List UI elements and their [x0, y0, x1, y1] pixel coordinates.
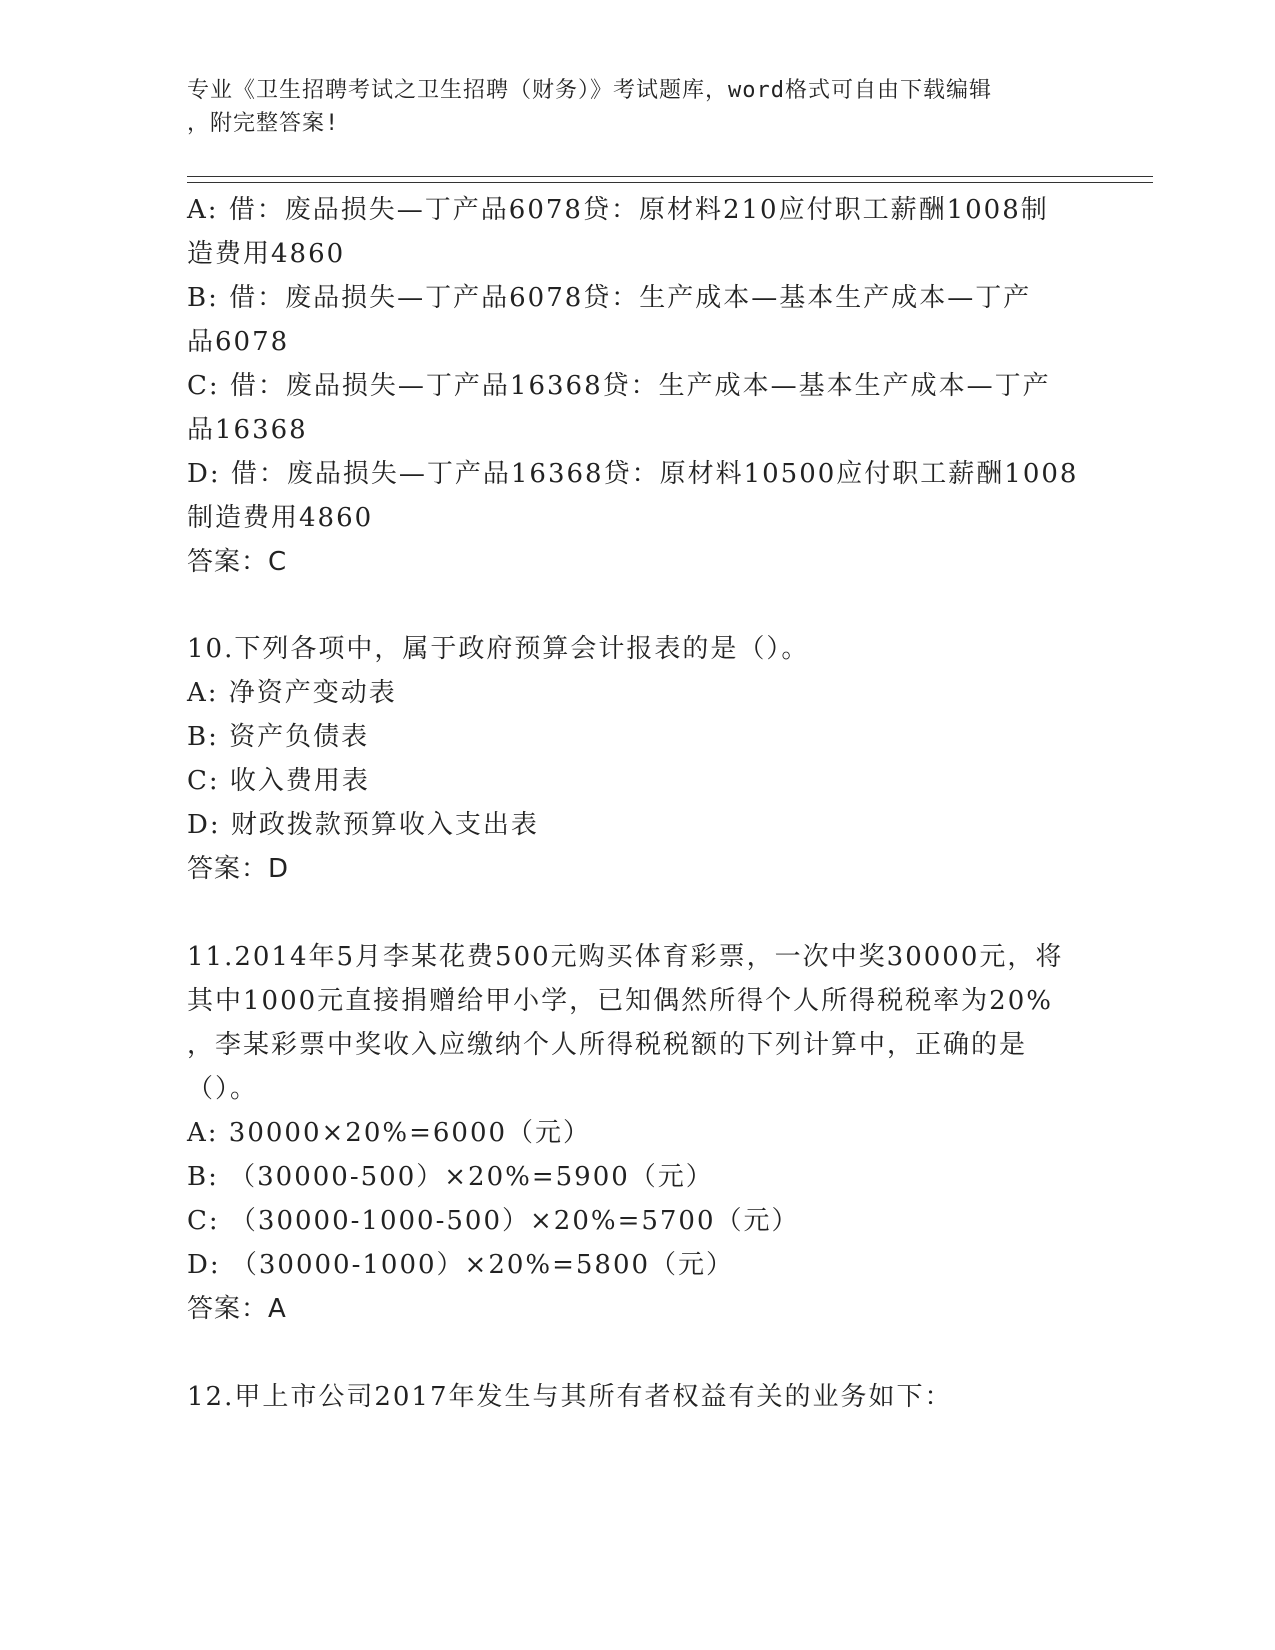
q9-option-b-line-2: 品6078 [187, 327, 290, 357]
q11-stem-line-3: ，李某彩票中奖收入应缴纳个人所得税税额的下列计算中，正确的是 [187, 1030, 1028, 1060]
header-line-2: ，附完整答案! [187, 111, 340, 136]
q10-option-a: A: 净资产变动表 [187, 678, 397, 708]
header-rule-top [187, 176, 1153, 177]
q9-option-c-line-1: C: 借：废品损失—丁产品16368贷：生产成本—基本生产成本—丁产 [187, 371, 1051, 401]
q10-stem: 10.下列各项中，属于政府预算会计报表的是（）。 [187, 634, 810, 664]
q10-answer: 答案：D [187, 854, 290, 884]
q9-option-a-line-2: 造费用4860 [187, 239, 346, 269]
document-header [187, 74, 1067, 140]
q11-answer: 答案：A [187, 1294, 287, 1324]
q9-option-d-line-1: D: 借：废品损失—丁产品16368贷：原材料10500应付职工薪酬1008 [187, 459, 1079, 489]
q12-stem: 12.甲上市公司2017年发生与其所有者权益有关的业务如下： [187, 1382, 953, 1412]
header-line-1: 专业《卫生招聘考试之卫生招聘（财务）》考试题库，word格式可自由下载编辑 [187, 78, 992, 103]
q11-stem-line-4: （）。 [187, 1074, 259, 1104]
header-rule-bottom [187, 182, 1153, 183]
q9-option-c-line-2: 品16368 [187, 415, 308, 445]
q11-option-a: A: 30000×20%=6000（元） [187, 1118, 592, 1148]
q9-option-d-line-2: 制造费用4860 [187, 503, 374, 533]
q10-option-d: D: 财政拨款预算收入支出表 [187, 810, 539, 840]
q9-answer: 答案：C [187, 547, 288, 577]
q9-option-a-line-1: A: 借：废品损失—丁产品6078贷：原材料210应付职工薪酬1008制 [187, 195, 1049, 225]
q11-option-d: D: （30000-1000）×20%=5800（元） [187, 1250, 735, 1280]
q9-option-b-line-1: B: 借：废品损失—丁产品6078贷：生产成本—基本生产成本—丁产 [187, 283, 1032, 313]
q10-option-b: B: 资产负债表 [187, 722, 370, 752]
q11-stem-line-2: 其中1000元直接捐赠给甲小学，已知偶然所得个人所得税税率为20% [187, 986, 1053, 1016]
q11-option-b: B: （30000-500）×20%=5900（元） [187, 1162, 714, 1192]
q10-option-c: C: 收入费用表 [187, 766, 370, 796]
q11-option-c: C: （30000-1000-500）×20%=5700（元） [187, 1206, 800, 1236]
q11-stem-line-1: 11.2014年5月李某花费500元购买体育彩票，一次中奖30000元，将 [187, 942, 1064, 972]
